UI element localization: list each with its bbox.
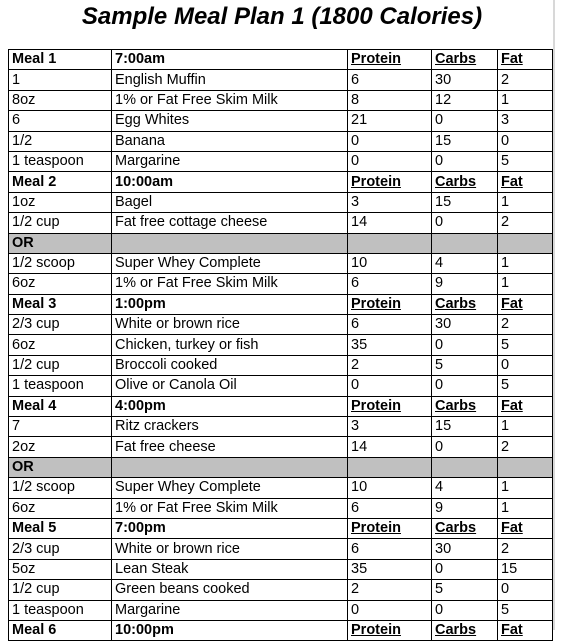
cell-carbs: 30 xyxy=(432,315,498,335)
cell-fat: 15 xyxy=(498,559,553,579)
table-row xyxy=(9,580,553,600)
meal-plan-table-body xyxy=(9,50,553,641)
cell-carbs: 0 xyxy=(432,376,498,396)
cell-food: 1% or Fat Free Skim Milk xyxy=(112,90,348,110)
cell-protein: 0 xyxy=(348,151,432,171)
cell-carbs: 15 xyxy=(432,131,498,151)
cell-food: Margarine xyxy=(112,151,348,171)
cell-protein: Protein xyxy=(348,50,432,70)
cell-fat: 1 xyxy=(498,274,553,294)
cell-amount: OR xyxy=(9,457,112,477)
table-row xyxy=(9,151,553,171)
table-row xyxy=(9,417,553,437)
table-row xyxy=(9,274,553,294)
cell-protein: 6 xyxy=(348,539,432,559)
cell-amount: Meal 5 xyxy=(9,518,112,538)
cell-protein: 14 xyxy=(348,213,432,233)
cell-carbs: 30 xyxy=(432,70,498,90)
cell-protein: Protein xyxy=(348,620,432,640)
cell-carbs: 0 xyxy=(432,213,498,233)
cell-fat: 2 xyxy=(498,213,553,233)
cell-carbs: 15 xyxy=(432,417,498,437)
cell-carbs: 15 xyxy=(432,192,498,212)
cell-fat xyxy=(498,457,553,477)
cell-food: 4:00pm xyxy=(112,396,348,416)
cell-fat: 2 xyxy=(498,315,553,335)
cell-amount: 2/3 cup xyxy=(9,539,112,559)
cell-protein: 3 xyxy=(348,417,432,437)
cell-fat: 3 xyxy=(498,111,553,131)
cell-amount: 6oz xyxy=(9,498,112,518)
cell-carbs xyxy=(432,457,498,477)
cell-fat: 2 xyxy=(498,437,553,457)
cell-amount: Meal 2 xyxy=(9,172,112,192)
cell-carbs: 30 xyxy=(432,539,498,559)
cell-amount: 1/2 cup xyxy=(9,213,112,233)
cell-food: Fat free cheese xyxy=(112,437,348,457)
cell-protein: 2 xyxy=(348,355,432,375)
cell-food: Super Whey Complete xyxy=(112,253,348,273)
cell-amount: Meal 4 xyxy=(9,396,112,416)
cell-amount: 7 xyxy=(9,417,112,437)
table-row xyxy=(9,192,553,212)
cell-amount: 1/2 cup xyxy=(9,355,112,375)
cell-carbs xyxy=(432,233,498,253)
cell-fat: 0 xyxy=(498,580,553,600)
cell-protein: 3 xyxy=(348,192,432,212)
cell-amount: 5oz xyxy=(9,559,112,579)
cell-carbs: 0 xyxy=(432,600,498,620)
cell-carbs: Carbs xyxy=(432,294,498,314)
page-title: Sample Meal Plan 1 (1800 Calories) xyxy=(81,3,483,30)
cell-amount: 1 teaspoon xyxy=(9,600,112,620)
cell-fat: Fat xyxy=(498,518,553,538)
table-row xyxy=(9,131,553,151)
cell-carbs: 0 xyxy=(432,437,498,457)
cell-food: 1% or Fat Free Skim Milk xyxy=(112,498,348,518)
cell-protein: 8 xyxy=(348,90,432,110)
table-row xyxy=(9,111,553,131)
cell-food: Ritz crackers xyxy=(112,417,348,437)
cell-food: 10:00am xyxy=(112,172,348,192)
cell-protein: 6 xyxy=(348,274,432,294)
cell-fat: 1 xyxy=(498,192,553,212)
cell-protein: 0 xyxy=(348,131,432,151)
cell-food: Olive or Canola Oil xyxy=(112,376,348,396)
cell-amount: 1/2 scoop xyxy=(9,478,112,498)
cell-protein: 10 xyxy=(348,478,432,498)
cell-food: White or brown rice xyxy=(112,315,348,335)
cell-food: Egg Whites xyxy=(112,111,348,131)
cell-amount: OR xyxy=(9,233,112,253)
cell-carbs: 0 xyxy=(432,151,498,171)
cell-protein xyxy=(348,233,432,253)
table-row xyxy=(9,70,553,90)
meal-header-row xyxy=(9,172,553,192)
cell-amount: 8oz xyxy=(9,90,112,110)
cell-protein: 21 xyxy=(348,111,432,131)
cell-fat: 1 xyxy=(498,253,553,273)
cell-carbs: 4 xyxy=(432,253,498,273)
cell-fat: 5 xyxy=(498,376,553,396)
table-row xyxy=(9,539,553,559)
cell-carbs: 9 xyxy=(432,274,498,294)
cell-protein: 35 xyxy=(348,559,432,579)
meal-header-row xyxy=(9,50,553,70)
cell-protein: Protein xyxy=(348,172,432,192)
cell-amount: Meal 6 xyxy=(9,620,112,640)
meal-header-row xyxy=(9,294,553,314)
cell-food: 7:00pm xyxy=(112,518,348,538)
cell-fat: 1 xyxy=(498,417,553,437)
cell-carbs: 9 xyxy=(432,498,498,518)
cell-food: Lean Steak xyxy=(112,559,348,579)
cell-protein: 0 xyxy=(348,600,432,620)
cell-fat: 5 xyxy=(498,335,553,355)
scroll-edge xyxy=(553,0,555,630)
cell-fat: Fat xyxy=(498,620,553,640)
or-separator-row xyxy=(9,233,553,253)
cell-amount: 6 xyxy=(9,111,112,131)
cell-carbs: 12 xyxy=(432,90,498,110)
cell-food xyxy=(112,457,348,477)
table-row xyxy=(9,253,553,273)
cell-food: Broccoli cooked xyxy=(112,355,348,375)
meal-header-row xyxy=(9,620,553,640)
table-row xyxy=(9,376,553,396)
cell-amount: 2oz xyxy=(9,437,112,457)
table-row xyxy=(9,335,553,355)
table-row xyxy=(9,559,553,579)
table-row xyxy=(9,90,553,110)
cell-carbs: Carbs xyxy=(432,620,498,640)
cell-fat: 5 xyxy=(498,151,553,171)
cell-food: 10:00pm xyxy=(112,620,348,640)
cell-protein: 2 xyxy=(348,580,432,600)
cell-carbs: Carbs xyxy=(432,172,498,192)
cell-amount: 1oz xyxy=(9,192,112,212)
cell-amount: 1/2 scoop xyxy=(9,253,112,273)
table-row xyxy=(9,355,553,375)
cell-amount: 6oz xyxy=(9,274,112,294)
cell-amount: 1 xyxy=(9,70,112,90)
cell-food: 1% or Fat Free Skim Milk xyxy=(112,274,348,294)
cell-protein: 35 xyxy=(348,335,432,355)
cell-carbs: 4 xyxy=(432,478,498,498)
cell-food: Banana xyxy=(112,131,348,151)
cell-protein: Protein xyxy=(348,518,432,538)
meal-plan-table xyxy=(8,49,553,641)
cell-food: Margarine xyxy=(112,600,348,620)
cell-fat: 1 xyxy=(498,498,553,518)
cell-amount: 2/3 cup xyxy=(9,315,112,335)
cell-amount: Meal 1 xyxy=(9,50,112,70)
cell-protein: 6 xyxy=(348,315,432,335)
meal-header-row xyxy=(9,396,553,416)
table-row xyxy=(9,315,553,335)
cell-carbs: 0 xyxy=(432,335,498,355)
cell-fat: Fat xyxy=(498,396,553,416)
cell-protein: 14 xyxy=(348,437,432,457)
cell-amount: 6oz xyxy=(9,335,112,355)
cell-amount: Meal 3 xyxy=(9,294,112,314)
cell-protein: 0 xyxy=(348,376,432,396)
cell-fat: 1 xyxy=(498,90,553,110)
cell-food: Green beans cooked xyxy=(112,580,348,600)
cell-carbs: 5 xyxy=(432,355,498,375)
cell-food: English Muffin xyxy=(112,70,348,90)
cell-fat xyxy=(498,233,553,253)
cell-fat: 0 xyxy=(498,355,553,375)
cell-amount: 1 teaspoon xyxy=(9,151,112,171)
cell-fat: 1 xyxy=(498,478,553,498)
meal-header-row xyxy=(9,518,553,538)
cell-carbs: Carbs xyxy=(432,396,498,416)
cell-protein: Protein xyxy=(348,396,432,416)
cell-food: Bagel xyxy=(112,192,348,212)
table-row xyxy=(9,437,553,457)
cell-food: Chicken, turkey or fish xyxy=(112,335,348,355)
table-row xyxy=(9,600,553,620)
cell-carbs: Carbs xyxy=(432,518,498,538)
table-row xyxy=(9,213,553,233)
cell-protein: 6 xyxy=(348,70,432,90)
cell-carbs: 5 xyxy=(432,580,498,600)
cell-carbs: Carbs xyxy=(432,50,498,70)
cell-carbs: 0 xyxy=(432,111,498,131)
cell-protein: 6 xyxy=(348,498,432,518)
cell-fat: Fat xyxy=(498,50,553,70)
cell-food: Fat free cottage cheese xyxy=(112,213,348,233)
cell-carbs: 0 xyxy=(432,559,498,579)
cell-fat: 5 xyxy=(498,600,553,620)
cell-food: White or brown rice xyxy=(112,539,348,559)
cell-amount: 1/2 xyxy=(9,131,112,151)
cell-fat: Fat xyxy=(498,294,553,314)
cell-amount: 1 teaspoon xyxy=(9,376,112,396)
cell-fat: 2 xyxy=(498,70,553,90)
cell-protein: Protein xyxy=(348,294,432,314)
table-row xyxy=(9,498,553,518)
cell-food: Super Whey Complete xyxy=(112,478,348,498)
cell-fat: 2 xyxy=(498,539,553,559)
or-separator-row xyxy=(9,457,553,477)
cell-food xyxy=(112,233,348,253)
table-row xyxy=(9,478,553,498)
cell-food: 1:00pm xyxy=(112,294,348,314)
cell-protein: 10 xyxy=(348,253,432,273)
cell-protein xyxy=(348,457,432,477)
cell-fat: Fat xyxy=(498,172,553,192)
cell-amount: 1/2 cup xyxy=(9,580,112,600)
cell-food: 7:00am xyxy=(112,50,348,70)
cell-fat: 0 xyxy=(498,131,553,151)
